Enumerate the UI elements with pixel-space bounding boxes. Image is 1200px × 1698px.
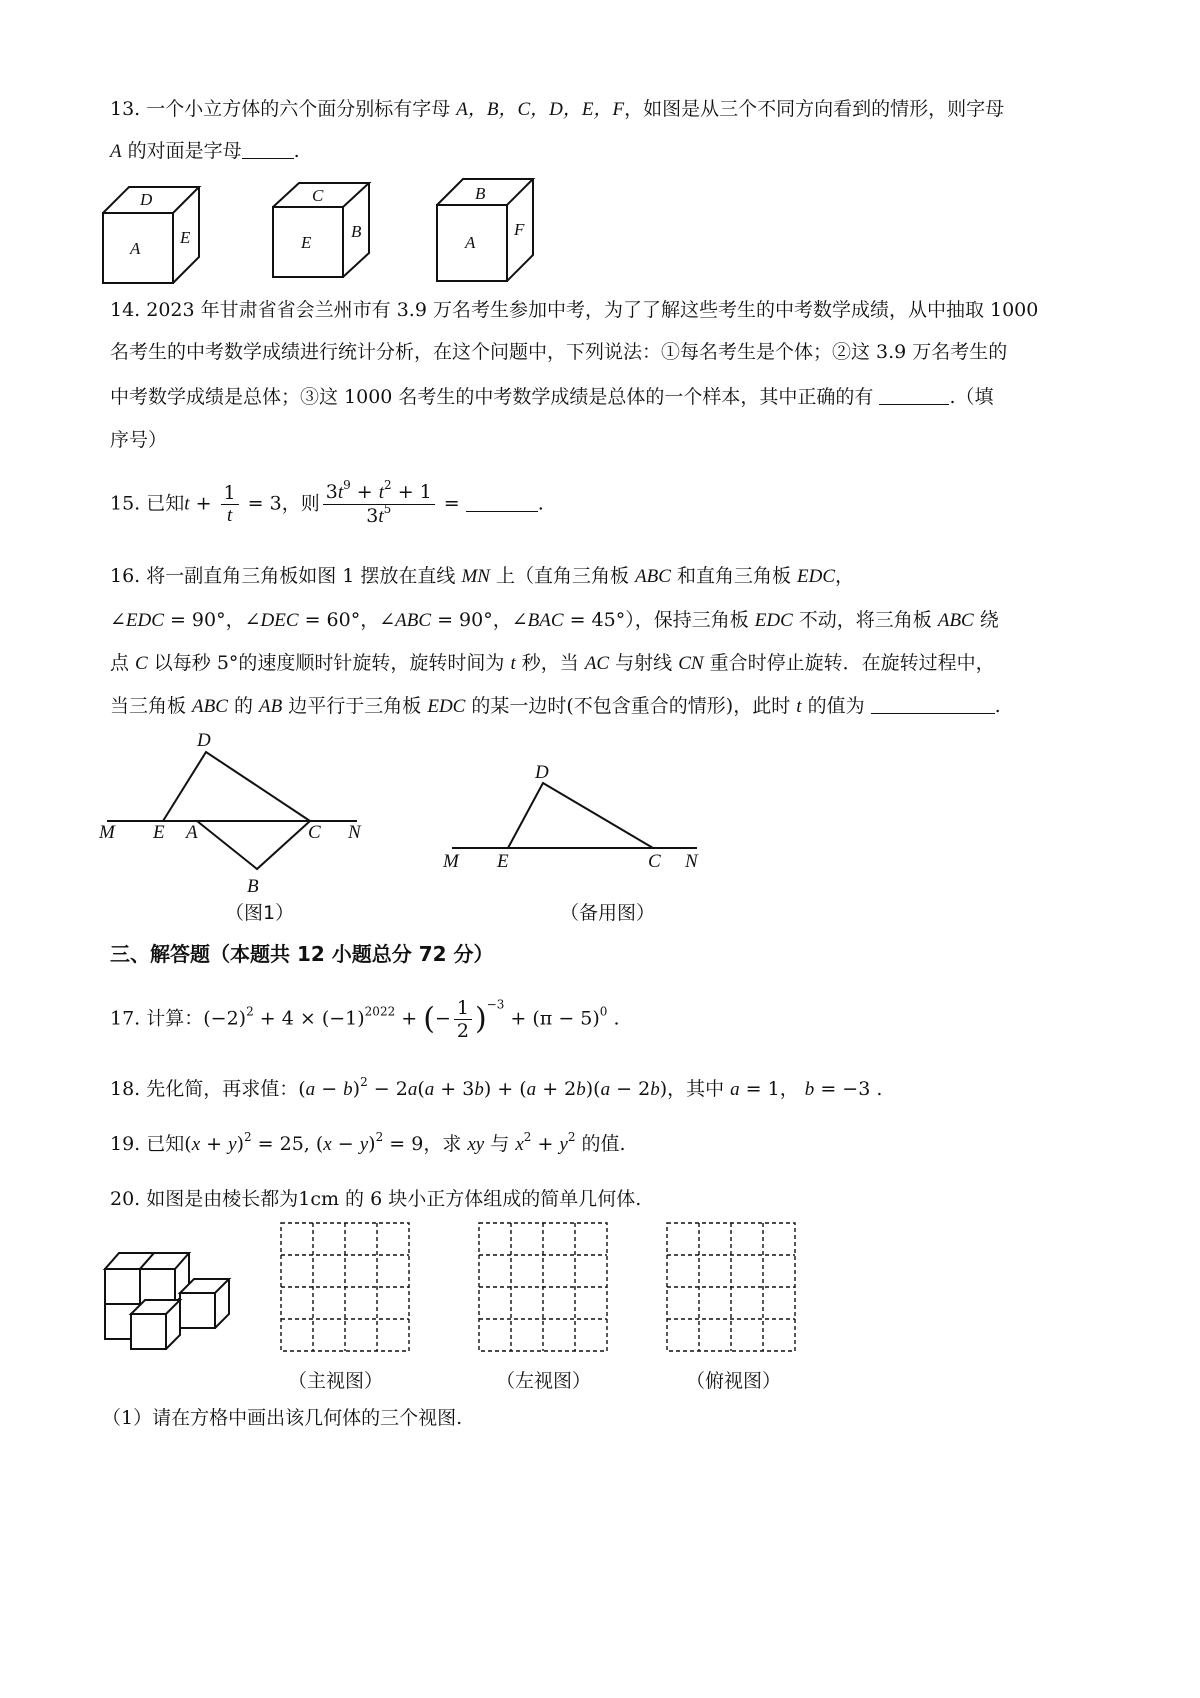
point-M-label: M xyxy=(99,822,115,843)
point-E-label: E xyxy=(497,851,509,872)
q16-line4: 当三角板 ABC 的 AB 边平行于三角板 EDC 的某一边时(不包含重合的情形)，此时 t 的值为 . xyxy=(110,695,1001,717)
cube3-side-letter: F xyxy=(514,220,525,239)
front-view-grid xyxy=(280,1222,412,1354)
point-C-label: C xyxy=(648,851,661,872)
fraction-one-half: $\frac{1}{2}$ xyxy=(454,997,472,1042)
q13-line1: 13. 一个小立方体的六个面分别标有字母 A，B，C，D，E，F，如图是从三个不同方向看到的情形，则字母 xyxy=(110,98,1005,120)
point-M-label: M xyxy=(443,851,459,872)
point-D-label: D xyxy=(535,762,549,783)
point-A-label: A xyxy=(186,822,198,843)
section-3-heading: 三、解答题（本题共 12 小题总分 72 分） xyxy=(110,942,494,966)
q15-line: 15. 已知t + $\frac{1}{t}$ = 3，则 $\frac{3t^9 + t^2 + 1}{3t^5}$ = . xyxy=(110,478,544,527)
q14-line1: 14. 2023 年甘肃省省会兰州市有 3.9 万名考生参加中考，为了了解这些考生的中考数学成绩，从中抽取 1000 xyxy=(110,299,1039,321)
q20-sub1: （1）请在方格中画出该几何体的三个视图. xyxy=(102,1407,463,1429)
q18-line: 18. 先化简，再求值：$(a - b)^2 - 2a(a + 3b) + (a + 2b)(a - 2b)$，其中 a = 1， b = −3 . xyxy=(110,1075,883,1100)
point-N-label: N xyxy=(348,822,361,843)
cube1-top-letter: D xyxy=(140,190,153,209)
front-view-caption: （主视图） xyxy=(288,1370,384,1392)
answer-blank xyxy=(466,493,538,512)
cube1-side-letter: E xyxy=(180,228,191,247)
backup-figure-caption: （备用图） xyxy=(560,902,656,924)
point-D-label: D xyxy=(197,730,211,751)
figure-1-caption: （图1） xyxy=(225,902,295,924)
left-view-caption: （左视图） xyxy=(496,1370,592,1392)
q16-line2: ∠EDC = 90°，∠DEC = 60°，∠ABC = 90°，∠BAC = 45°），保持三角板 EDC 不动，将三角板 ABC 绕 xyxy=(110,609,999,631)
q16-figure-1 xyxy=(95,725,395,905)
q14-line2: 名考生的中考数学成绩进行统计分析，在这个问题中，下列说法：①每名考生是个体；②这 3.9 万名考生的 xyxy=(110,341,1008,363)
cube1-front-letter: A xyxy=(130,239,141,258)
q13-line2: A 的对面是字母 . xyxy=(110,140,300,162)
top-view-grid xyxy=(666,1222,798,1354)
q14-line3: 中考数学成绩是总体；③这 1000 名考生的中考数学成绩是总体的一个样本，其中正确的有 .（填 xyxy=(110,386,994,408)
answer-blank xyxy=(871,695,995,714)
point-E-label: E xyxy=(153,822,165,843)
cube3-front-letter: A xyxy=(465,233,476,252)
q16-line1: 16. 将一副直角三角板如图 1 摆放在直线 MN 上（直角三角板 ABC 和直角三角板 EDC， xyxy=(110,565,855,587)
q20-solid-figure xyxy=(100,1245,250,1350)
q20-line: 20. 如图是由棱长都为1cm 的 6 块小正方体组成的简单几何体. xyxy=(110,1188,642,1210)
q19-line: 19. 已知$(x + y)^2 = 25$, $(x - y)^2 = 9$，求 xy 与 $x^2 + y^2$ 的值. xyxy=(110,1130,626,1155)
q14-line4: 序号） xyxy=(110,429,168,451)
left-view-grid xyxy=(478,1222,610,1354)
fraction-1-over-t: $\frac{1}{t}$ xyxy=(221,482,239,527)
answer-blank xyxy=(242,140,294,159)
cube2-side-letter: B xyxy=(351,222,362,241)
point-N-label: N xyxy=(685,851,698,872)
q13-cube-figures xyxy=(100,175,580,290)
q16-backup-figure xyxy=(440,755,740,890)
fraction-expression: $\frac{3t^9 + t^2 + 1}{3t^5}$ xyxy=(323,481,435,528)
answer-blank xyxy=(879,386,949,405)
point-B-label: B xyxy=(247,876,259,897)
top-view-caption: （俯视图） xyxy=(686,1370,782,1392)
cube3-top-letter: B xyxy=(475,184,486,203)
cube2-top-letter: C xyxy=(312,186,324,205)
cube2-front-letter: E xyxy=(301,233,312,252)
q17-line: 17. 计算：$(-2)^2 + 4 \times (-1)^{2022}$ + (− $\frac{1}{2}$ )$^{-3} + (\pi - 5)^0$ . xyxy=(110,997,620,1042)
point-C-label: C xyxy=(308,822,321,843)
q16-line3: 点 C 以每秒 5°的速度顺时针旋转，旋转时间为 t 秒，当 AC 与射线 CN 重合时停止旋转．在旋转过程中， xyxy=(110,652,995,674)
